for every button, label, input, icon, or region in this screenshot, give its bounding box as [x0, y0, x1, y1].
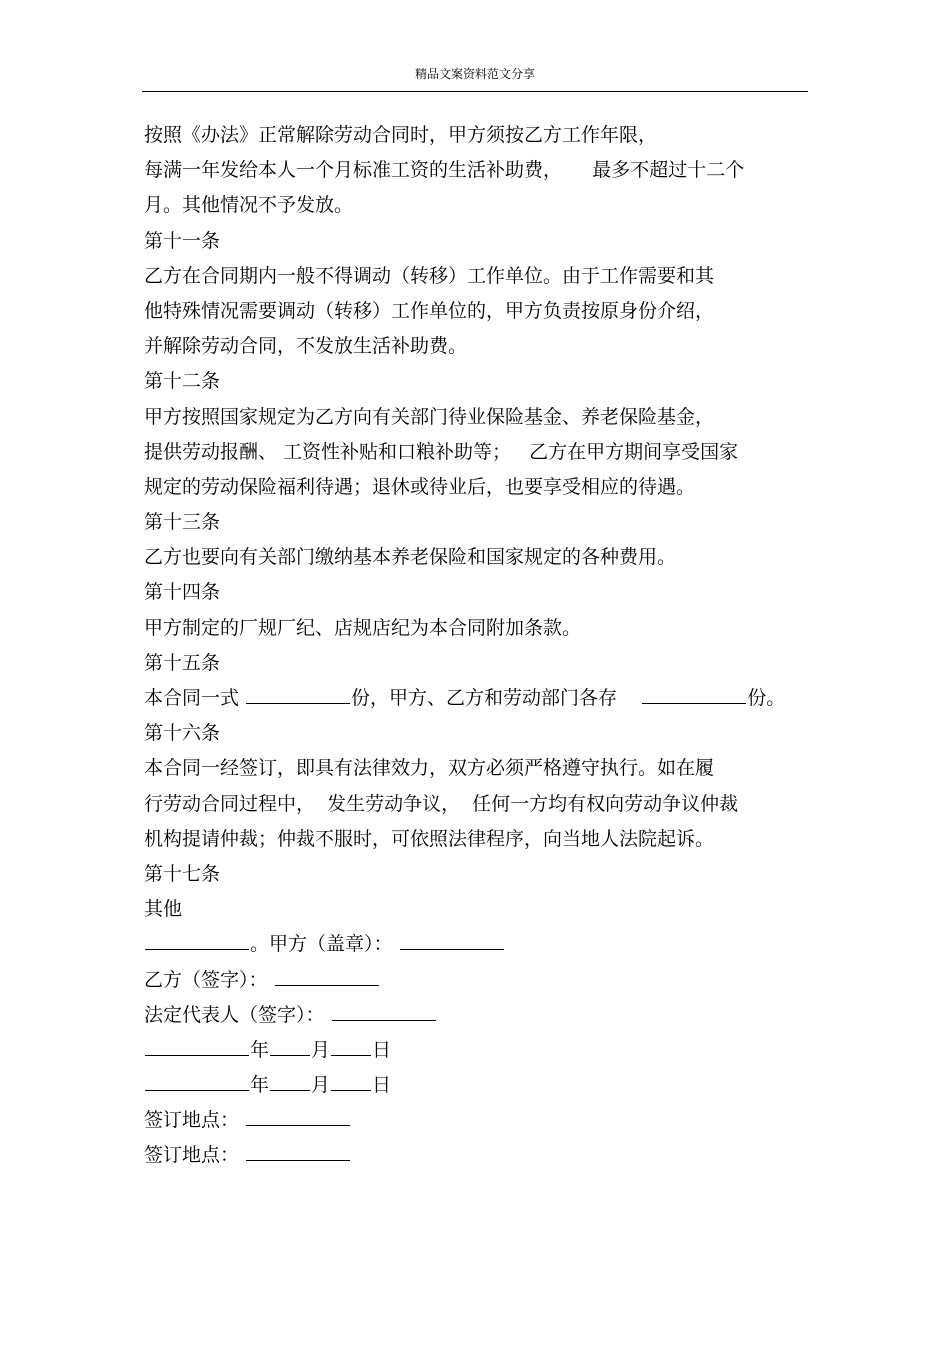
year-label: 年 — [250, 1038, 270, 1061]
header-rule — [142, 91, 808, 92]
sign-place-line — [144, 1103, 824, 1138]
month-label: 月 — [311, 1038, 331, 1061]
article-heading: 第十七条 — [144, 862, 221, 885]
text-line: 并解除劳动合同，不发放生活补助费。 — [144, 335, 468, 358]
text-line: 乙方在合同期内一般不得调动（转移）工作单位。由于工作需要和其 — [144, 264, 715, 287]
copies-prefix: 本合同一式 — [144, 687, 246, 709]
sign-place-label: 签订地点： — [144, 1109, 246, 1132]
text-line: 按照《办法》正常解除劳动合同时，甲方须按乙方工作年限， — [144, 124, 658, 146]
article-heading: 第十三条 — [144, 511, 221, 534]
text-line: 每满一年发给本人一个月标准工资的生活补助费， 最多不超过十二个 — [144, 159, 745, 182]
year-label: 年 — [250, 1074, 270, 1097]
day-blank[interactable] — [331, 1070, 371, 1091]
article-heading: 第十四条 — [144, 581, 221, 604]
copies-each-blank[interactable] — [642, 683, 746, 704]
party-b-sign-line — [144, 963, 824, 998]
other-terms-blank[interactable] — [145, 929, 249, 950]
article-heading: 第十六条 — [144, 722, 221, 745]
date-line — [144, 1033, 824, 1068]
article-heading: 第十二条 — [144, 370, 221, 393]
page-header: 精品文案资料范文分享 — [414, 67, 535, 81]
text-line: 提供劳动报酬、 工资性补贴和口粮补助等； 乙方在甲方期间享受国家 — [144, 440, 739, 463]
copies-blank[interactable] — [246, 683, 350, 704]
legal-rep-line — [144, 998, 824, 1033]
date-line — [144, 1068, 824, 1103]
text-line: 他特殊情况需要调动（转移）工作单位的，甲方负责按原身份介绍， — [144, 299, 715, 322]
day-blank[interactable] — [331, 1035, 371, 1056]
text-line: 其他 — [144, 898, 183, 921]
year-blank[interactable] — [145, 1035, 249, 1056]
text-line: 月。其他情况不予发放。 — [144, 194, 354, 217]
text-line: 乙方也要向有关部门缴纳基本养老保险和国家规定的各种费用。 — [144, 546, 677, 569]
copies-suffix: 份。 — [747, 687, 786, 709]
party-a-seal-label: 。甲方（盖章）： — [250, 933, 399, 956]
party-a-seal-blank[interactable] — [400, 929, 504, 950]
sign-place-line — [144, 1138, 824, 1173]
month-label: 月 — [311, 1074, 331, 1097]
legal-rep-blank[interactable] — [332, 1000, 436, 1021]
copies-line — [144, 681, 824, 716]
month-blank[interactable] — [270, 1035, 310, 1056]
text-line: 规定的劳动保险福利待遇；退休或待业后，也要享受相应的待遇。 — [144, 475, 696, 498]
text-line: 机构提请仲裁；仲裁不服时，可依照法律程序，向当地人法院起诉。 — [144, 827, 715, 850]
sign-place-blank[interactable] — [246, 1105, 350, 1126]
party-b-sign-label: 乙方（签字）： — [144, 968, 274, 991]
month-blank[interactable] — [270, 1070, 310, 1091]
legal-rep-label: 法定代表人（签字）： — [144, 1003, 331, 1026]
document-body — [144, 118, 824, 1174]
day-label: 日 — [372, 1074, 392, 1097]
day-label: 日 — [372, 1038, 392, 1061]
article-heading: 第十一条 — [144, 229, 221, 252]
sign-place-label: 签订地点： — [144, 1144, 246, 1167]
text-line: 行劳动合同过程中， 发生劳动争议， 任何一方均有权向劳动争议仲裁 — [144, 792, 739, 815]
article-heading: 第十五条 — [144, 651, 221, 674]
copies-mid: 份，甲方、乙方和劳动部门各存 — [351, 687, 642, 709]
sign-place-blank[interactable] — [246, 1140, 350, 1161]
text-line: 甲方按照国家规定为乙方向有关部门待业保险基金、养老保险基金， — [144, 405, 715, 428]
party-a-seal-line — [144, 927, 824, 962]
party-b-sign-blank[interactable] — [275, 965, 379, 986]
text-line: 甲方制定的厂规厂纪、店规店纪为本合同附加条款。 — [144, 616, 582, 639]
text-line: 本合同一经签订，即具有法律效力，双方必须严格遵守执行。如在履 — [144, 757, 715, 780]
year-blank[interactable] — [145, 1070, 249, 1091]
